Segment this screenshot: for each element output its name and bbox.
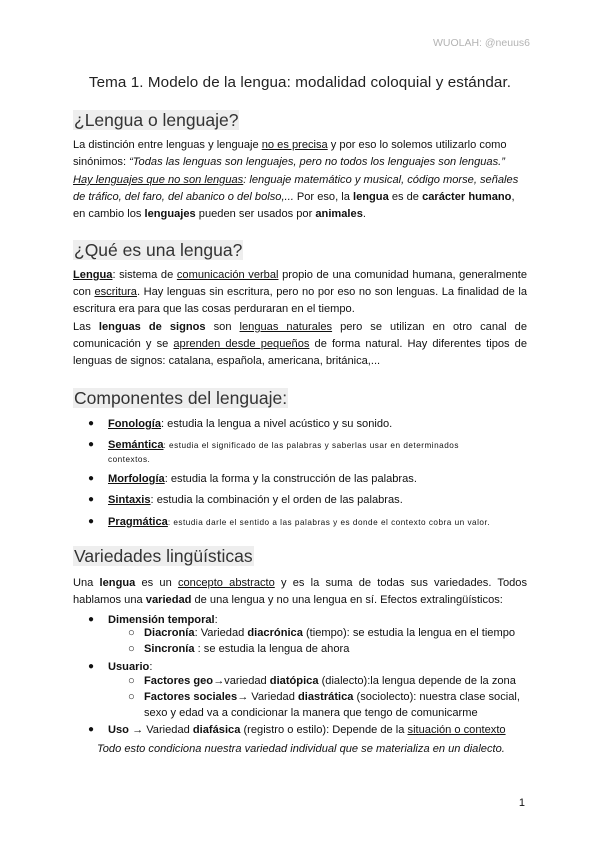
heading-componentes: Componentes del lenguaje: bbox=[74, 388, 288, 408]
heading-que-es-lengua: ¿Qué es una lengua? bbox=[74, 240, 243, 260]
heading-lengua-o-lenguaje: ¿Lengua o lenguaje? bbox=[74, 110, 239, 130]
heading-variedades: Variedades lingüísticas bbox=[74, 546, 253, 566]
paragraph-definicion-lengua: Lengua: sistema de comunicación verbal propio de una comunidad humana, generalmente con escritura. Hay lenguas sin escritura, pero no por eso no son lenguas. La finalidad de la escritura era para que las cosas perduraran en el tiempo. bbox=[73, 269, 527, 315]
page-number: 1 bbox=[518, 797, 525, 809]
closing-note: Todo esto condiciona nuestra variedad individual que se materializa en un dialecto. bbox=[97, 743, 505, 755]
page-title: Tema 1. Modelo de la lengua: modalidad coloquial y estándar. bbox=[88, 74, 512, 91]
paragraph-lenguas-signos: Las lenguas de signos son lenguas naturales pero se utilizan en otro canal de comunicación y se aprenden desde pequeños de forma natural. Hay diferentes tipos de lenguas de signos: catalana, española, americana, británica,... bbox=[73, 321, 528, 367]
paragraph-variedades-intro: Una lengua es un concepto abstracto y es la suma de todas sus variedades. Todos hablamos una variedad de una lengua y no una lengua en sí. Efectos extralingüísticos: bbox=[73, 577, 528, 606]
paragraph-distincion: La distinción entre lenguas y lenguaje no es precisa y por eso lo solemos utilizarlo como sinónimos: “Todas las lenguas son lenguajes, pero no todos los lenguajes son lenguas.” bbox=[73, 139, 507, 168]
paragraph-lenguajes: Hay lenguajes que no son lenguas: lenguaje matemático y musical, código morse, señales de tráfico, del faro, del abanico o del bolso,... Por eso, la lengua es de carácter humano, en cambio los lenguajes pueden ser usados por animales. bbox=[73, 174, 519, 220]
watermark: WUOLAH: @neuus6 bbox=[432, 37, 530, 49]
